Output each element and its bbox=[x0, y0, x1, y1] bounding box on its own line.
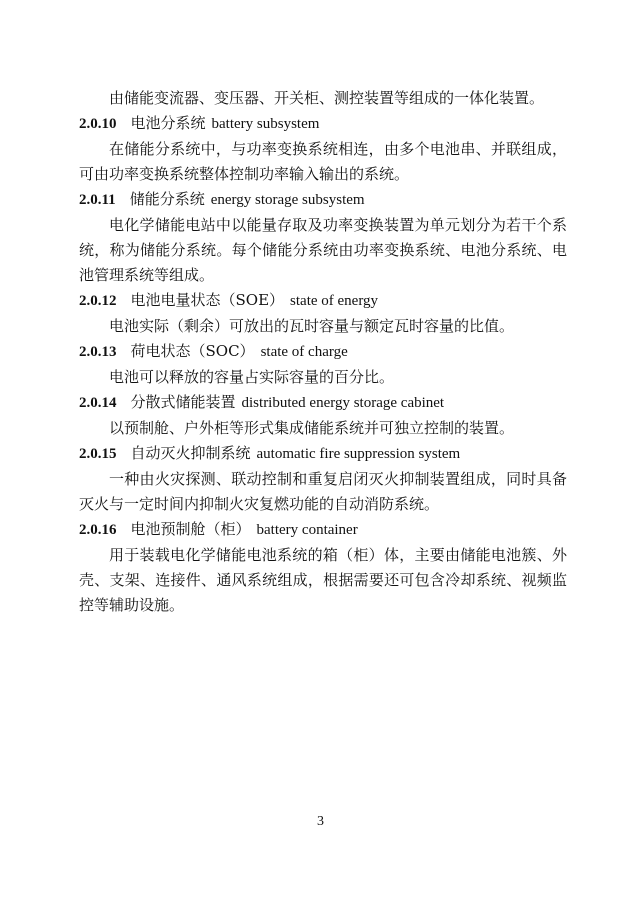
term-english: energy storage subsystem bbox=[210, 192, 365, 208]
term-2-0-10 bbox=[79, 111, 567, 187]
term-number: 2.0.11 bbox=[79, 192, 116, 208]
term-definition: 在储能分系统中，与功率变换系统相连，由多个电池串、并联组成，可由功率变换系统整体控制功率输入输出的系统。 bbox=[79, 140, 567, 183]
term-number: 2.0.16 bbox=[79, 522, 117, 538]
term-definition: 电化学储能电站中以能量存取及功率变换装置为单元划分为若干个系统，称为储能分系统。每个储能分系统由功率变换系统、电池分系统、电池管理系统等组成。 bbox=[79, 216, 567, 284]
term-2-0-16 bbox=[79, 517, 567, 618]
term-chinese: 储能分系统 bbox=[129, 190, 205, 208]
term-heading bbox=[79, 187, 567, 213]
term-number: 2.0.15 bbox=[79, 446, 117, 462]
term-definition: 一种由火灾探测、联动控制和重复启闭灭火抑制装置组成，同时具备灭火与一定时间内抑制火灾复燃功能的自动消防系统。 bbox=[79, 470, 567, 513]
term-definition: 电池实际（剩余）可放出的瓦时容量与额定瓦时容量的比值。 bbox=[109, 317, 515, 335]
term-definition: 以预制舱、户外柜等形式集成储能系统并可独立控制的装置。 bbox=[109, 419, 515, 437]
term-2-0-11 bbox=[79, 187, 567, 288]
term-number: 2.0.13 bbox=[79, 344, 117, 360]
term-definition: 电池可以释放的容量占实际容量的百分比。 bbox=[109, 368, 395, 386]
term-2-0-15 bbox=[79, 441, 567, 517]
term-definition: 用于装载电化学储能电池系统的箱（柜）体，主要由储能电池簇、外壳、支架、连接件、通风系统组成，根据需要还可包含冷却系统、视频监控等辅助设施。 bbox=[79, 546, 567, 614]
term-2-0-14 bbox=[79, 390, 567, 441]
term-number: 2.0.10 bbox=[79, 116, 117, 132]
term-chinese: 荷电状态（SOC） bbox=[130, 342, 255, 360]
term-english: state of charge bbox=[260, 344, 348, 360]
term-heading bbox=[79, 111, 567, 137]
term-heading bbox=[79, 339, 567, 365]
term-english: state of energy bbox=[290, 293, 379, 309]
term-2-0-13 bbox=[79, 339, 567, 390]
term-heading bbox=[79, 441, 567, 467]
page-number: 3 bbox=[317, 814, 324, 829]
term-heading bbox=[79, 288, 567, 314]
term-chinese: 电池预制舱（柜） bbox=[130, 520, 251, 538]
term-english: automatic fire suppression system bbox=[256, 446, 461, 462]
term-number: 2.0.12 bbox=[79, 293, 117, 309]
term-chinese: 电池电量状态（SOE） bbox=[130, 291, 285, 309]
term-english: distributed energy storage cabinet bbox=[241, 395, 445, 411]
term-english: battery subsystem bbox=[211, 116, 320, 132]
term-heading bbox=[79, 517, 567, 543]
term-chinese: 自动灭火抑制系统 bbox=[130, 444, 251, 462]
term-heading bbox=[79, 390, 567, 416]
term-number: 2.0.14 bbox=[79, 395, 117, 411]
term-english: battery container bbox=[256, 522, 358, 538]
page-content bbox=[79, 86, 567, 618]
term-chinese: 分散式储能装置 bbox=[130, 393, 236, 411]
term-chinese: 电池分系统 bbox=[130, 114, 206, 132]
intro-paragraph: 由储能变流器、变压器、开关柜、测控装置等组成的一体化装置。 bbox=[109, 89, 545, 107]
term-2-0-12 bbox=[79, 288, 567, 339]
